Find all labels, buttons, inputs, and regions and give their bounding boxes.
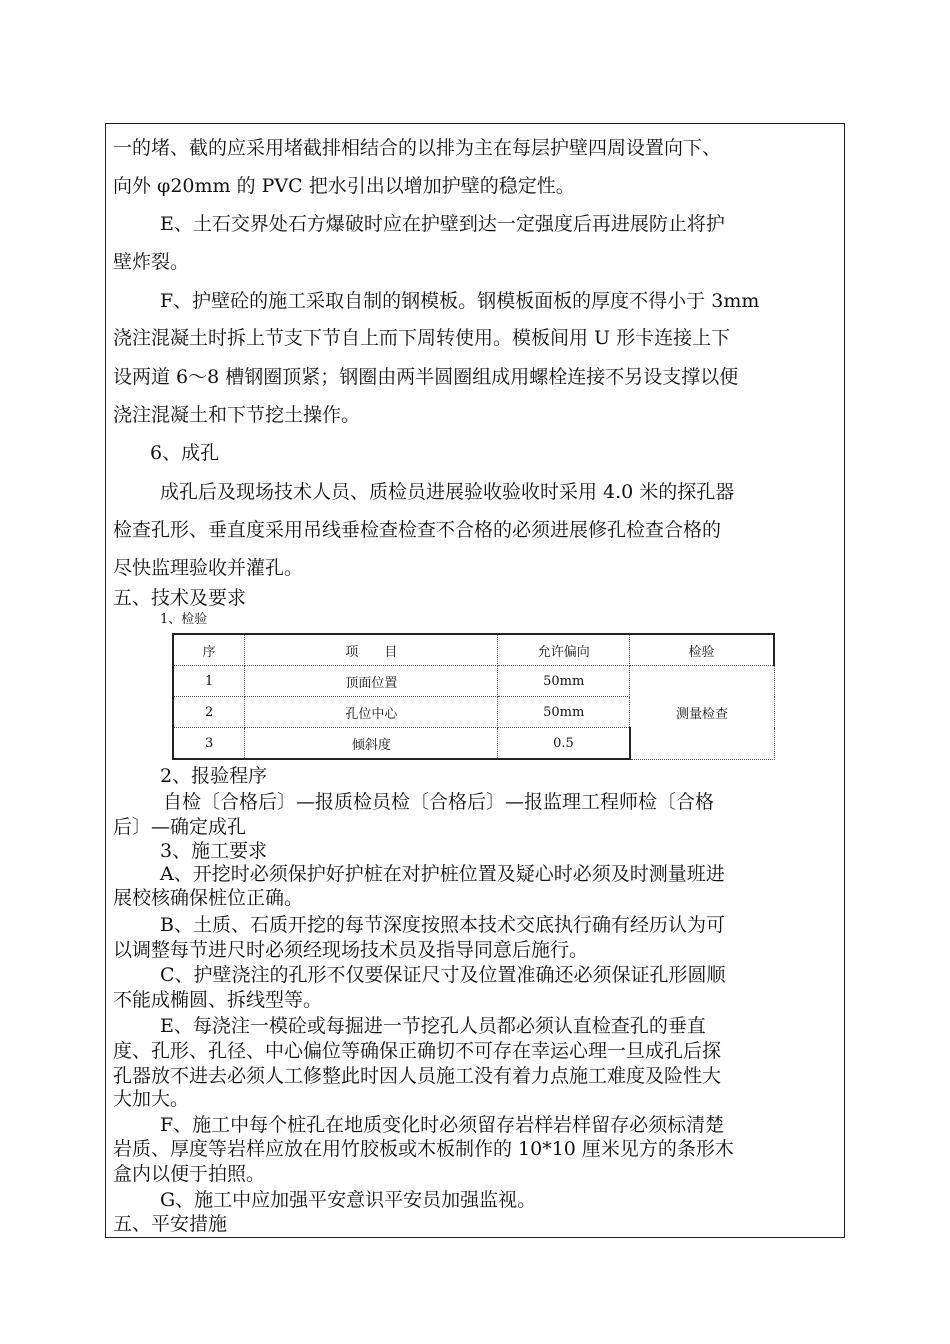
- table-cell: 3: [173, 728, 245, 760]
- paragraph-line: 后〕—确定成孔: [113, 816, 247, 838]
- table-cell: 顶面位置: [245, 666, 498, 697]
- paragraph-line: B、土质、石质开挖的每节深度按照本技术交底执行确有经历认为可: [160, 914, 725, 936]
- table-cell: 2: [173, 697, 245, 728]
- paragraph-line: 壁炸裂。: [113, 251, 190, 273]
- paragraph-line: G、施工中应加强平安意识平安员加强监视。: [160, 1189, 537, 1211]
- paragraph-line: 展校核确保桩位正确。: [113, 887, 304, 909]
- paragraph-line: 尽快监理验收并灌孔。: [113, 557, 304, 579]
- section-heading-tech: 五、技术及要求: [113, 587, 247, 609]
- paragraph-line: 设两道 6～8 槽钢圈顶紧；钢圈由两半圆圈组成用螺栓连接不另设支撑以便: [113, 366, 739, 388]
- paragraph-line: 向外 φ20mm 的 PVC 把水引出以增加护壁的稳定性。: [113, 175, 575, 197]
- paragraph-line: 自检〔合格后〕—报质检员检〔合格后〕—报监理工程师检〔合格: [163, 791, 715, 813]
- paragraph-line: F、施工中每个桩孔在地质变化时必须留存岩样岩样留存必须标清楚: [160, 1114, 725, 1136]
- paragraph-line: E、每浇注一模砼或每掘进一节挖孔人员都必须认直检查孔的垂直: [160, 1015, 706, 1037]
- paragraph-line: E、土石交界处石方爆破时应在护壁到达一定强度后再进展防止将护: [160, 213, 725, 235]
- table-cell: 1: [173, 666, 245, 697]
- table-header-row: [173, 634, 774, 666]
- table-header: 项 目: [245, 634, 498, 666]
- table-header: 序: [173, 634, 245, 666]
- table-cell: 50mm: [498, 697, 630, 728]
- paragraph-line: 大加大。: [113, 1088, 190, 1110]
- paragraph-line: F、护壁砼的施工采取自制的钢模板。钢模板面板的厚度不得小于 3mm: [160, 290, 760, 312]
- section-heading-safety: 五、平安措施: [113, 1213, 228, 1235]
- table-row: [173, 666, 774, 697]
- table-cell-method: 测量检查: [630, 666, 774, 760]
- paragraph-line: 以调整每节进尺时必须经现场技术员及指导同意后施行。: [113, 939, 589, 961]
- paragraph-line: A、开挖时必须保护好护桩在对护桩位置及疑心时必须及时测量班进: [160, 863, 725, 885]
- table-header: 允许偏向: [498, 634, 630, 666]
- subheading-inspect: 1、检验: [160, 612, 208, 627]
- subheading-chengkong: 6、成孔: [150, 442, 220, 464]
- table-cell: 50mm: [498, 666, 630, 697]
- paragraph-line: 岩质、厚度等岩样应放在用竹胶板或木板制作的 10*10 厘米见方的条形木: [113, 1138, 734, 1160]
- paragraph-line: 盒内以便于拍照。: [113, 1163, 266, 1185]
- paragraph-line: 一的堵、截的应采用堵截排相结合的以排为主在每层护壁四周设置向下、: [113, 137, 722, 159]
- subheading-requirements: 3、施工要求: [160, 840, 268, 862]
- table-cell: 0.5: [498, 728, 630, 760]
- inspection-table: [172, 633, 775, 760]
- paragraph-line: 不能成椭圆、拆线型等。: [113, 989, 323, 1011]
- paragraph-line: 度、孔形、孔径、中心偏位等确保正确切不可存在幸运心理一旦成孔后探: [113, 1040, 722, 1062]
- table-cell: 倾斜度: [245, 728, 498, 760]
- paragraph-line: 浇注混凝土时拆上节支下节自上而下周转使用。模板间用 U 形卡连接上下: [113, 327, 731, 349]
- paragraph-line: 成孔后及现场技术人员、质检员进展验收验收时采用 4.0 米的探孔器: [160, 481, 735, 503]
- table-header: 检验: [630, 634, 774, 666]
- paragraph-line: 浇注混凝土和下节挖土操作。: [113, 404, 361, 426]
- paragraph-line: 检查孔形、垂直度采用吊线垂检查检查不合格的必须进展修孔检查合格的: [113, 519, 722, 541]
- subheading-report: 2、报验程序: [160, 765, 268, 787]
- paragraph-line: C、护壁浇注的孔形不仅要保证尺寸及位置准确还必须保证孔形圆顺: [160, 964, 726, 986]
- table-cell: 孔位中心: [245, 697, 498, 728]
- paragraph-line: 孔器放不进去必须人工修整此时因人员施工没有着力点施工难度及险性大: [113, 1065, 722, 1087]
